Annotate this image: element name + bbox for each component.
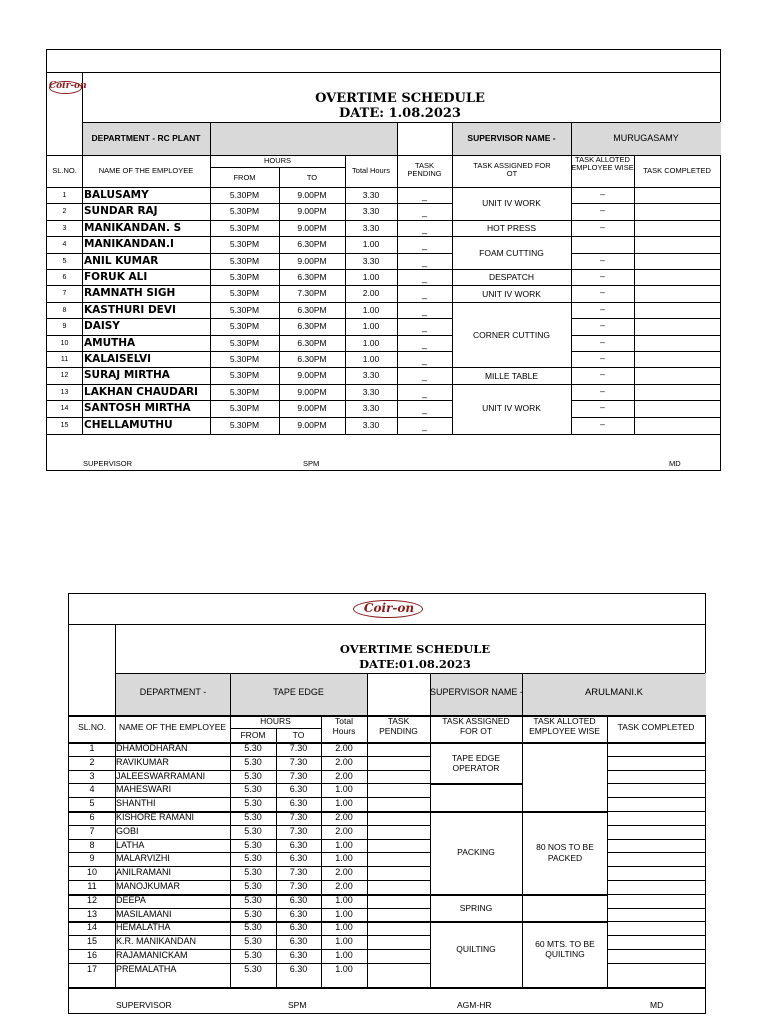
row-from-time: 5.30PM [229,239,260,250]
row-employee-name: RAVIKUMAR [116,756,169,767]
signature-supervisor: SUPERVISOR [83,459,133,468]
row-task-alloted: – [600,418,605,429]
col-name: NAME OF THE EMPLOYEE [118,722,227,732]
row-task-alloted: – [600,353,605,363]
row-total-hours: 2.00 [362,288,380,299]
row-task-pending: _ [421,289,427,300]
row-sl-no: 15 [86,936,97,947]
row-total-hours: 1.00 [362,321,380,332]
row-to-time: 7.30 [289,881,308,891]
row-task-pending: _ [421,322,427,333]
supervisor-label: SUPERVISOR NAME - [467,133,556,143]
signature-spm: SPM [303,459,320,468]
row-sl-no: 11 [87,881,97,891]
task-assigned-cell: TAPE EDGE OPERATOR [451,752,501,773]
row-to-time: 7.30PM [297,288,327,299]
row-task-pending: _ [421,191,427,201]
row-from-time: 5.30PM [229,337,260,348]
row-to-time: 7.30 [289,825,308,836]
row-sl-no: 3 [89,770,95,781]
col-slno: SL.NO. [78,722,106,732]
row-from-time: 5.30 [244,853,262,864]
col-to: TO [292,730,305,740]
row-from-time: 5.30PM [229,354,260,364]
row-sl-no: 14 [86,922,97,933]
row-employee-name: ANILRAMANI [116,867,172,878]
overtime-sheet-rc-plant [46,49,721,471]
row-sl-no: 9 [62,323,67,331]
row-employee-name: KASTHURI DEVI [84,303,176,316]
row-to-time: 6.30 [289,784,308,795]
row-to-time: 7.30 [289,867,308,878]
row-employee-name: SHANTHI [116,798,156,809]
row-total-hours: 1.00 [335,839,353,850]
col-total: Total Hours [332,716,356,736]
row-to-time: 6.30 [289,950,308,960]
row-sl-no: 8 [62,306,67,314]
row-sl-no: 13 [60,388,69,396]
row-total-hours: 2.00 [335,812,353,822]
row-sl-no: 12 [86,894,97,905]
row-from-time: 5.30PM [229,206,260,217]
col-hours: HOURS [260,716,291,726]
row-employee-name: RAJAMANICKAM [116,950,188,960]
row-total-hours: 2.00 [335,867,353,878]
task-assigned-cell: SPRING [459,902,493,913]
row-employee-name: MASILAMANI [116,908,172,919]
row-employee-name: KISHORE RAMANI [116,812,195,822]
row-total-hours: 2.00 [335,770,353,781]
row-to-time: 6.30PM [297,239,327,250]
row-employee-name: MANIKANDAN. S [84,221,182,234]
task-assigned-cell: PACKING [457,847,495,858]
row-total-hours: 3.30 [362,255,380,266]
row-employee-name: DEEPA [116,894,146,905]
row-total-hours: 3.30 [362,386,380,397]
row-total-hours: 2.00 [335,825,353,836]
row-from-time: 5.30PM [229,190,260,200]
department-value: TAPE EDGE [273,687,324,697]
row-from-time: 5.30PM [229,321,260,332]
col-task-completed: TASK COMPLETED [643,166,711,175]
col-total: Total Hours [352,166,390,175]
row-task-pending: _ [421,355,427,365]
row-employee-name: HEMALATHA [116,922,171,933]
row-sl-no: 13 [86,908,97,919]
row-employee-name: MANIKANDAN.I [84,238,174,251]
row-to-time: 9.00PM [297,403,327,414]
row-total-hours: 1.00 [362,304,380,315]
row-to-time: 6.30 [289,894,308,905]
task-alloted-cell: 60 MTS. TO BE QUILTING [535,939,595,960]
row-to-time: 6.30PM [297,337,327,348]
row-task-alloted: – [600,303,605,314]
row-employee-name: KALAISELVI [84,353,151,365]
row-employee-name: ANIL KUMAR [84,254,159,267]
row-employee-name: DAISY [84,320,120,333]
logo-text: Coir-on [49,81,87,91]
row-sl-no: 15 [60,421,69,429]
row-task-alloted: – [600,385,605,396]
task-assigned-cell: CORNER CUTTING [473,329,550,340]
row-to-time: 6.30PM [297,272,327,282]
col-task-completed: TASK COMPLETED [617,722,695,732]
supervisor-label: SUPERVISOR NAME - [430,687,523,697]
row-from-time: 5.30 [244,770,262,781]
row-sl-no: 2 [62,208,67,216]
row-employee-name: K.R. MANIKANDAN [116,936,197,947]
row-from-time: 5.30 [244,825,262,836]
row-task-alloted: – [600,402,605,413]
row-to-time: 6.30 [289,839,308,850]
row-to-time: 9.00PM [297,386,327,397]
row-sl-no: 17 [86,963,97,974]
row-total-hours: 3.30 [362,419,380,430]
signature-spm: SPM [288,1000,307,1010]
task-assigned-cell: UNIT IV WORK [482,403,541,414]
row-from-time: 5.30PM [229,370,260,381]
col-task-assigned: TASK ASSIGNED FOR OT [442,716,510,736]
row-task-alloted: – [600,189,605,199]
row-task-pending: _ [421,273,427,283]
row-total-hours: 1.00 [335,894,353,905]
row-from-time: 5.30 [244,867,262,878]
row-total-hours: 1.00 [362,354,380,364]
col-task-pending: TASK PENDING [379,716,418,736]
page-title: OVERTIME SCHEDULE [339,642,491,656]
signature-md: MD [669,459,681,468]
row-sl-no: 6 [62,274,67,281]
row-employee-name: RAMNATH SIGH [84,287,176,300]
row-employee-name: AMUTHA [84,336,136,349]
row-total-hours: 3.30 [362,222,380,233]
department-label: DEPARTMENT - RC PLANT [91,133,201,143]
row-employee-name: SUNDAR RAJ [84,205,158,218]
signature-supervisor: SUPERVISOR [116,1000,172,1010]
row-to-time: 6.30 [289,963,308,974]
row-employee-name: GOBI [116,825,139,836]
row-total-hours: 1.00 [362,337,380,348]
row-employee-name: MANOJKUMAR [116,881,181,891]
row-task-pending: _ [421,240,427,251]
row-to-time: 6.30 [289,936,308,947]
row-task-pending: _ [421,338,427,349]
row-to-time: 6.30 [289,908,308,919]
row-to-time: 9.00PM [297,255,327,266]
row-total-hours: 3.30 [362,403,380,414]
col-task-assigned: TASK ASSIGNED FOR OT [473,161,551,178]
signature-agm-hr: AGM-HR [457,1000,492,1010]
logo-text: Coir-on [363,601,415,615]
col-task-pending: TASK PENDING [407,161,442,178]
supervisor-name: MURUGASAMY [613,133,679,143]
task-assigned-cell: UNIT IV WORK [482,198,541,209]
row-from-time: 5.30 [244,908,262,919]
row-total-hours: 3.30 [362,370,380,381]
row-sl-no: 1 [62,192,67,199]
row-employee-name: LAKHAN CHAUDARI [84,385,198,398]
row-sl-no: 7 [62,290,67,298]
row-from-time: 5.30PM [229,386,260,397]
row-task-pending: _ [421,223,427,234]
task-assigned-cell: HOT PRESS [487,223,536,233]
row-sl-no: 14 [60,405,69,413]
row-sl-no: 10 [86,867,97,878]
row-to-time: 9.00PM [297,222,327,233]
row-to-time: 6.30PM [297,304,327,315]
col-name: NAME OF THE EMPLOYEE [98,166,194,175]
task-assigned-cell: FOAM CUTTING [479,247,544,258]
row-from-time: 5.30PM [229,403,260,414]
schedule-date: DATE: 1.08.2023 [339,106,461,121]
row-total-hours: 1.00 [362,272,380,282]
row-to-time: 7.30 [289,743,308,753]
row-task-alloted: – [600,320,605,331]
row-to-time: 6.30PM [297,354,327,364]
row-sl-no: 12 [60,372,69,380]
row-total-hours: 1.00 [335,950,353,960]
row-from-time: 5.30 [244,812,262,822]
row-task-pending: _ [421,404,427,415]
row-total-hours: 3.30 [362,206,380,217]
row-task-pending: _ [421,305,427,316]
row-to-time: 7.30 [289,756,308,767]
row-from-time: 5.30 [244,881,262,891]
row-total-hours: 1.00 [335,798,353,809]
row-employee-name: JALEESWARRAMANI [116,770,206,781]
task-assigned-cell: UNIT IV WORK [482,288,541,299]
row-task-pending: _ [421,420,427,431]
row-sl-no: 8 [89,839,95,850]
row-to-time: 9.00PM [297,419,327,430]
row-to-time: 6.30 [289,853,308,864]
row-sl-no: 10 [60,339,69,347]
row-task-alloted: – [600,369,605,380]
col-from: FROM [233,173,256,182]
row-employee-name: FORUK ALI [84,271,148,283]
row-sl-no: 6 [89,812,95,822]
col-from: FROM [240,730,266,740]
row-from-time: 5.30 [244,784,262,795]
row-total-hours: 2.00 [335,743,353,753]
row-task-pending: _ [421,256,427,267]
col-slno: SL.NO. [52,166,77,175]
row-total-hours: 1.00 [335,963,353,974]
row-from-time: 5.30 [244,894,262,905]
row-total-hours: 1.00 [335,853,353,864]
row-task-alloted: – [600,287,605,298]
row-task-pending: _ [421,387,427,398]
row-to-time: 6.30 [289,922,308,933]
row-employee-name: LATHA [116,839,145,850]
row-to-time: 9.00PM [297,370,327,381]
row-to-time: 6.30 [289,798,308,809]
row-sl-no: 16 [86,950,97,960]
row-sl-no: 3 [62,224,67,232]
page-title: OVERTIME SCHEDULE [315,91,485,106]
row-to-time: 6.30PM [297,321,327,332]
signature-md: MD [650,1000,664,1010]
row-employee-name: MAHESWARI [116,784,172,795]
row-employee-name: SANTOSH MIRTHA [84,402,191,415]
row-sl-no: 9 [89,853,95,864]
row-from-time: 5.30 [244,839,262,850]
row-from-time: 5.30PM [229,304,260,315]
coir-on-logo [49,79,87,99]
row-sl-no: 4 [89,784,95,795]
row-from-time: 5.30PM [229,272,260,282]
row-employee-name: MALARVIZHI [116,853,170,864]
row-sl-no: 1 [89,743,95,753]
row-to-time: 7.30 [289,770,308,781]
row-total-hours: 1.00 [335,908,353,919]
col-hours: HOURS [263,156,292,165]
row-total-hours: 3.30 [362,190,380,200]
row-from-time: 5.30 [244,798,262,809]
row-from-time: 5.30PM [229,419,260,430]
row-task-alloted: – [600,205,605,216]
task-assigned-cell: DESPATCH [488,272,535,283]
row-employee-name: PREMALATHA [116,963,177,974]
row-sl-no: 5 [62,257,67,265]
task-assigned-cell: MILLE TABLE [484,370,539,381]
row-employee-name: SURAJ MIRTHA [84,369,170,382]
supervisor-name: ARULMANI.K [584,687,644,698]
col-task-alloted: TASK ALLOTED EMPLOYEE WISE [571,155,634,172]
schedule-date: DATE:01.08.2023 [359,657,471,671]
row-from-time: 5.30PM [229,255,260,266]
row-total-hours: 1.00 [335,922,353,933]
row-sl-no: 5 [89,798,95,809]
department-label: DEPARTMENT - [139,687,207,697]
row-to-time: 9.00PM [297,206,327,217]
row-total-hours: 2.00 [335,881,353,891]
row-sl-no: 4 [62,241,67,249]
row-sl-no: 2 [89,756,95,767]
row-to-time: 7.30 [289,812,308,822]
row-total-hours: 1.00 [335,936,353,947]
row-task-alloted: – [600,254,605,265]
row-from-time: 5.30PM [229,222,260,233]
row-total-hours: 2.00 [335,756,353,767]
row-from-time: 5.30 [244,963,262,974]
row-total-hours: 1.00 [335,784,353,795]
row-sl-no: 11 [60,356,69,363]
row-from-time: 5.30PM [229,288,260,299]
row-from-time: 5.30 [244,936,262,947]
col-task-alloted: TASK ALLOTED EMPLOYEE WISE [529,716,600,736]
row-employee-name: CHELLAMUTHU [84,418,173,431]
row-from-time: 5.30 [244,756,262,767]
row-task-alloted: – [600,221,605,232]
row-to-time: 9.00PM [297,190,327,200]
row-employee-name: BALUSAMY [84,189,149,201]
overtime-sheet-tape-edge [68,593,706,1014]
row-task-pending: _ [421,207,427,218]
coir-on-logo [353,598,425,620]
row-sl-no: 7 [89,825,95,836]
row-task-alloted: – [600,271,605,281]
row-from-time: 5.30 [244,922,262,933]
row-task-alloted: – [600,336,605,347]
col-to: TO [306,173,318,182]
row-from-time: 5.30 [244,950,262,960]
task-alloted-cell: 80 NOS TO BE PACKED [536,842,594,863]
task-assigned-cell: QUILTING [456,944,496,954]
row-total-hours: 1.00 [362,239,380,250]
row-employee-name: DHAMODHARAN [116,743,188,753]
row-task-pending: _ [421,371,427,382]
row-from-time: 5.30 [244,743,262,753]
